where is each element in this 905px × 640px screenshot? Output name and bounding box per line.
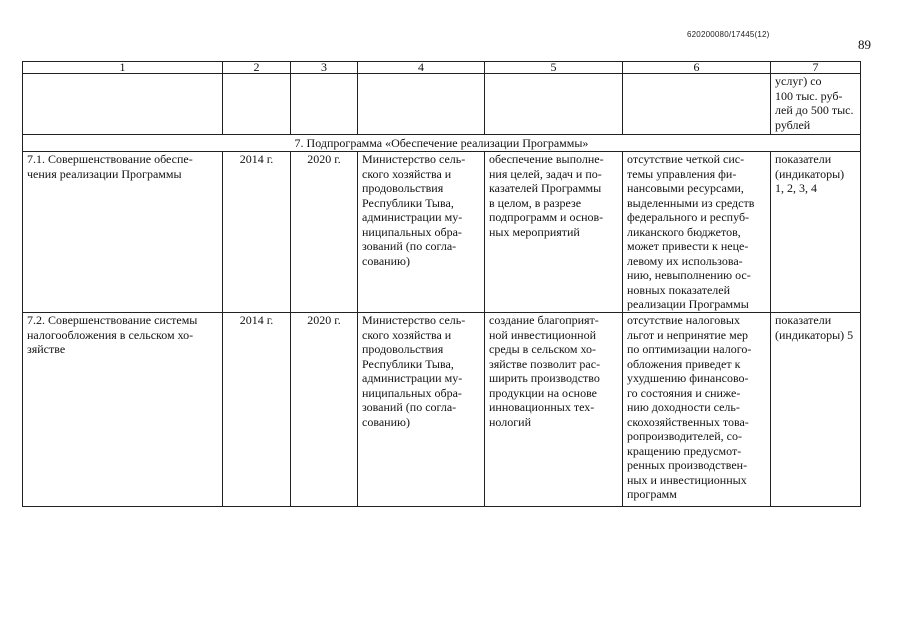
table-cell xyxy=(485,74,623,135)
table-cell xyxy=(623,74,771,135)
text-line: ширить производство xyxy=(489,371,600,385)
end-year: 2020 г. xyxy=(291,152,358,313)
text-line: ского хозяйства и xyxy=(362,327,452,342)
risk-consequence xyxy=(623,313,771,507)
text-line: зований (по согла- xyxy=(362,400,457,414)
end-year: 2020 г. xyxy=(291,313,358,507)
text-line: нологий xyxy=(489,414,532,429)
text-line: в целом, в разрезе xyxy=(489,195,582,210)
text-line: нансовыми ресурсами, xyxy=(627,181,744,195)
text-line: скохозяйственных това- xyxy=(627,414,749,429)
text-line: отсутствие налоговых xyxy=(627,313,740,327)
measure-name xyxy=(23,152,223,313)
table-cell xyxy=(23,74,223,135)
text-line: обложения приведет к xyxy=(627,356,741,371)
text-line: ной инвестиционной xyxy=(489,327,597,342)
text-line: зяйстве xyxy=(27,342,66,356)
text-line: ренных производствен- xyxy=(627,458,748,472)
text-line: Министерство сель- xyxy=(362,313,466,327)
text-line: налогообложения в сельском хо- xyxy=(27,327,194,342)
table-row xyxy=(23,152,861,313)
text-line: ниципальных обра- xyxy=(362,224,462,239)
text-line: подпрограмм и основ- xyxy=(489,210,604,224)
text-line: ского хозяйства и xyxy=(362,166,452,181)
text-line: левому их использова- xyxy=(627,253,743,268)
header-cell: 4 xyxy=(358,62,485,74)
text-line: ниципальных обра- xyxy=(362,385,462,400)
program-table xyxy=(22,61,861,507)
text-line: нию, невыполнению ос- xyxy=(627,268,751,282)
section-title: 7. Подпрограмма «Обеспечение реализации Программы» xyxy=(23,135,861,152)
text-line: ухудшению финансово- xyxy=(627,371,749,385)
text-line: Республики Тыва, xyxy=(362,356,454,371)
header-row xyxy=(23,62,861,74)
text-line: 100 тыс. руб- xyxy=(775,88,843,103)
text-line: сованию) xyxy=(362,253,410,268)
text-line: кращению предусмот- xyxy=(627,443,742,458)
text-line: продовольствия xyxy=(362,342,444,356)
start-year: 2014 г. xyxy=(223,152,291,313)
text-line: Министерство сель- xyxy=(362,152,466,166)
text-line: ликанского бюджетов, xyxy=(627,224,741,239)
text-line: зований (по согла- xyxy=(362,239,457,253)
text-line: администрации му- xyxy=(362,371,463,385)
table-cell xyxy=(223,74,291,135)
section-row xyxy=(23,135,861,152)
header-cell: 3 xyxy=(291,62,358,74)
risk-consequence xyxy=(623,152,771,313)
table-cell xyxy=(291,74,358,135)
responsible-party xyxy=(358,152,485,313)
expected-result xyxy=(485,313,623,507)
indicators xyxy=(771,313,861,507)
text-line: выделенными из средств xyxy=(627,195,755,210)
indicators xyxy=(771,152,861,313)
text-line: 7.1. Совершенствование обеспе- xyxy=(27,152,193,166)
text-line: нию доходности сель- xyxy=(627,400,740,414)
header-cell: 5 xyxy=(485,62,623,74)
header-cell: 2 xyxy=(223,62,291,74)
text-line: продукции на основе xyxy=(489,385,597,400)
text-line: федерального и респуб- xyxy=(627,210,750,224)
text-line: казателей Программы xyxy=(489,181,602,195)
text-line: среды в сельском хо- xyxy=(489,342,597,356)
header-cell: 1 xyxy=(23,62,223,74)
text-line: го состояния и сниже- xyxy=(627,385,741,400)
text-line: (индикаторы) 5 xyxy=(775,327,854,342)
text-line: льгот и непринятие мер xyxy=(627,327,749,342)
text-line: зяйстве позволит рас- xyxy=(489,356,601,371)
text-line: ропроизводителей, со- xyxy=(627,429,742,443)
page-number: 89 xyxy=(858,37,871,52)
text-line: продовольствия xyxy=(362,181,444,195)
text-line: рублей xyxy=(775,117,811,132)
header-cell: 6 xyxy=(623,62,771,74)
text-line: отсутствие четкой сис- xyxy=(627,152,745,166)
text-line: программ xyxy=(627,487,677,501)
text-line: обеспечение выполне- xyxy=(489,152,604,166)
header-cell: 7 xyxy=(771,62,861,74)
text-line: 1, 2, 3, 4 xyxy=(775,181,817,195)
text-line: новных показателей xyxy=(627,282,731,297)
table-cell xyxy=(771,74,861,135)
text-line: ния целей, задач и по- xyxy=(489,166,602,181)
table-cell xyxy=(358,74,485,135)
start-year: 2014 г. xyxy=(223,313,291,507)
expected-result xyxy=(485,152,623,313)
text-line: инновационных тех- xyxy=(489,400,595,414)
text-line: темы управления фи- xyxy=(627,166,737,181)
responsible-party xyxy=(358,313,485,507)
text-line: может привести к неце- xyxy=(627,239,749,253)
text-line: по оптимизации налого- xyxy=(627,342,752,356)
text-line: Республики Тыва, xyxy=(362,195,454,210)
text-line: лей до 500 тыс. xyxy=(775,103,854,117)
text-line: (индикаторы) xyxy=(775,166,845,181)
continuation-row xyxy=(23,74,861,135)
document-code: 620200080/17445(12) xyxy=(687,30,770,39)
measure-name xyxy=(23,313,223,507)
text-line: показатели xyxy=(775,152,832,166)
text-line: ных и инвестиционных xyxy=(627,472,747,487)
text-line: сованию) xyxy=(362,414,410,429)
text-line: показатели xyxy=(775,313,832,327)
text-line: ных мероприятий xyxy=(489,224,580,239)
text-line: 7.2. Совершенствование системы xyxy=(27,313,198,327)
text-line: администрации му- xyxy=(362,210,463,224)
text-line: реализации Программы xyxy=(627,297,749,311)
text-line: чения реализации Программы xyxy=(27,166,182,181)
table-row xyxy=(23,313,861,507)
text-line: создание благоприят- xyxy=(489,313,599,327)
text-line: услуг) со xyxy=(775,74,822,88)
